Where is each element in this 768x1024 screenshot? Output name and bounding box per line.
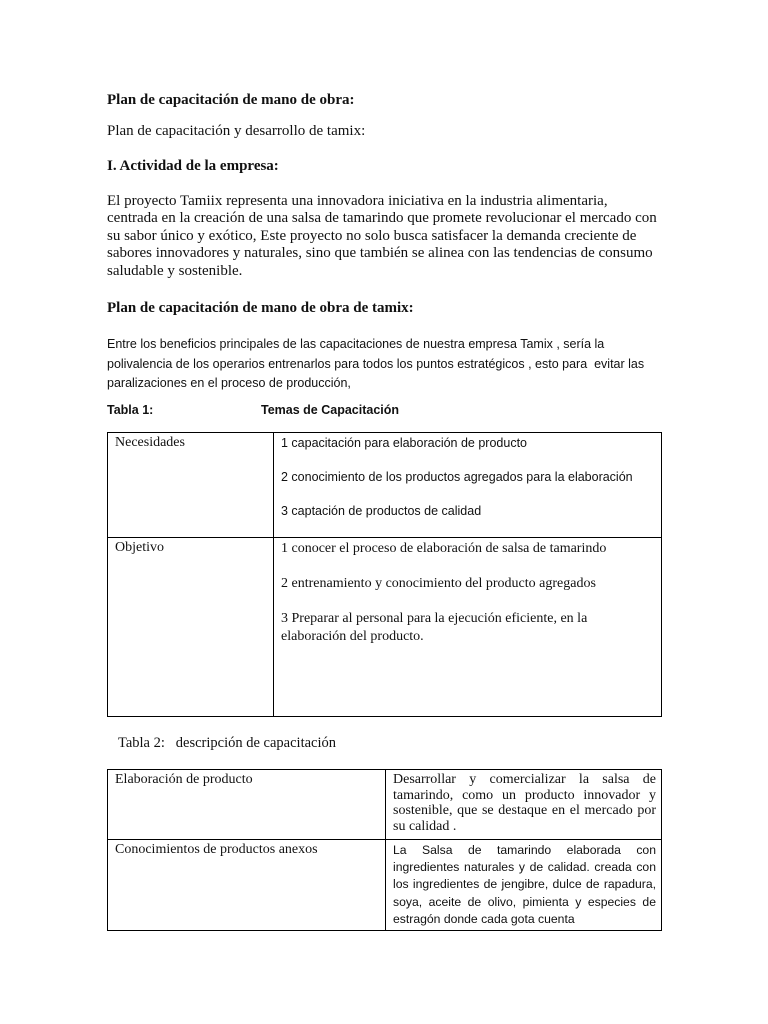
paragraph-line: El proyecto Tamiix representa una innovadora iniciativa en la industria alimentaria, xyxy=(107,193,608,209)
table-cell-label: Objetivo xyxy=(108,538,274,717)
table-cell-value xyxy=(274,433,662,538)
table-row xyxy=(108,770,662,840)
paragraph-line: sabores innovadores y naturales, sino que también se alinea con las tendencias de consumo xyxy=(107,245,653,262)
table-cell-value xyxy=(274,538,662,717)
paragraph-line: centrada en la creación de una salsa de tamarindo que promete revolucionar el mercado con xyxy=(107,210,657,227)
section-paragraph-plan xyxy=(107,335,667,394)
paragraph-line: Entre los beneficios principales de las capacitaciones de nuestra empresa Tamix , sería la xyxy=(107,337,605,351)
section-heading-plan: Plan de capacitación de mano de obra de tamix: xyxy=(107,300,414,316)
table-cell-value: Desarrollar y comercializar la salsa de tamarindo, como un producto innovador y sostenible, que se destaque en el mercado por su calidad . xyxy=(386,770,662,840)
table-descripcion-capacitacion xyxy=(107,769,662,931)
table-row xyxy=(108,433,662,538)
table-cell-label: Necesidades xyxy=(108,433,274,538)
list-item: 1 capacitación para elaboración de producto xyxy=(281,436,528,450)
table-cell-value: La Salsa de tamarindo elaborada con ingredientes naturales y de calidad. creada con los ingredientes de jengibre, dulce de rapadura, soya, aceite de olivo, pimienta y especies de estragón donde cada gota cuenta xyxy=(386,840,662,931)
paragraph-line: su sabor único y exótico, Este proyecto no solo busca satisfacer la demanda creciente de xyxy=(107,227,637,244)
section-paragraph-actividad xyxy=(107,193,667,280)
document-subtitle: Plan de capacitación y desarrollo de tamix: xyxy=(107,123,366,139)
paragraph-line: polivalencia de los operarios entrenarlos para todos los puntos estratégicos , esto para evitar las xyxy=(107,356,645,371)
table2-caption: Tabla 2: descripción de capacitación xyxy=(118,735,336,751)
paragraph-line: saludable y sostenible. xyxy=(107,262,243,279)
table1-caption-label: Tabla 1: xyxy=(107,403,154,417)
paragraph-line: paralizaciones en el proceso de producción, xyxy=(107,376,351,390)
table-temas-capacitacion xyxy=(107,432,662,717)
table-cell-label: Conocimientos de productos anexos xyxy=(108,840,386,931)
table-row xyxy=(108,538,662,717)
list-item: 3 Preparar al personal para la ejecución eficiente, en la elaboración del producto. xyxy=(281,611,588,644)
table1-caption-title: Temas de Capacitación xyxy=(261,403,400,417)
table-row xyxy=(108,840,662,931)
list-item: 2 conocimiento de los productos agregados para la elaboración xyxy=(281,470,633,484)
document-title: Plan de capacitación de mano de obra: xyxy=(107,92,355,108)
list-item: 2 entrenamiento y conocimiento del producto agregados xyxy=(281,576,596,591)
list-item: 1 conocer el proceso de elaboración de salsa de tamarindo xyxy=(281,541,607,556)
list-item: 3 captación de productos de calidad xyxy=(281,504,482,518)
section-heading-actividad: I. Actividad de la empresa: xyxy=(107,158,279,174)
table-cell-label: Elaboración de producto xyxy=(108,770,386,840)
